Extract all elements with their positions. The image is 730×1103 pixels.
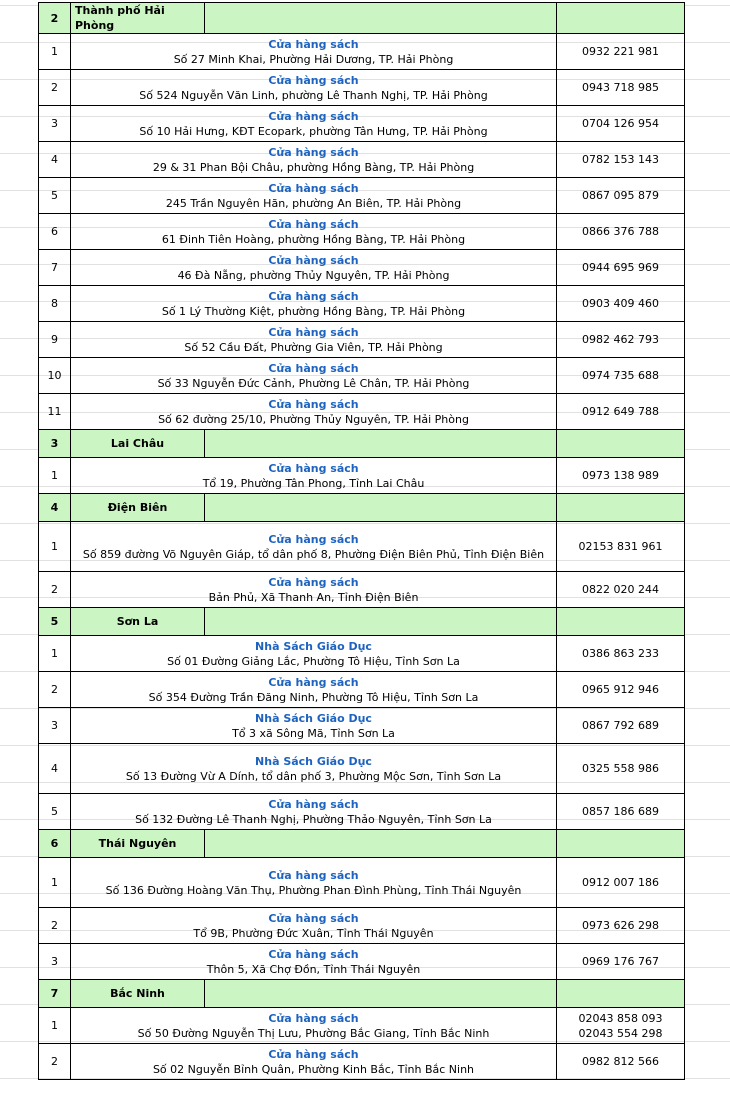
store-name: Cửa hàng sách (268, 145, 359, 159)
store-address: 29 & 31 Phan Bội Châu, phường Hồng Bàng, TP. Hải Phòng (152, 160, 475, 174)
store-cell (71, 708, 557, 744)
province-row (39, 430, 685, 458)
phone-number: 0704 126 954 (557, 106, 685, 142)
store-name: Cửa hàng sách (268, 397, 359, 411)
store-name: Cửa hàng sách (268, 217, 359, 231)
phone-number: 0944 695 969 (557, 250, 685, 286)
empty-cell (557, 830, 685, 858)
store-name: Nhà Sách Giáo Dục (255, 711, 372, 725)
table-row (39, 794, 685, 830)
province-number: 4 (39, 494, 71, 522)
row-index: 2 (39, 672, 71, 708)
phone-number: 0867 095 879 (557, 178, 685, 214)
row-index: 2 (39, 908, 71, 944)
row-index: 3 (39, 106, 71, 142)
store-address: Số 27 Minh Khai, Phường Hải Dương, TP. Hải Phòng (173, 52, 454, 66)
empty-cell (557, 608, 685, 636)
store-cell (71, 1008, 557, 1044)
row-index: 6 (39, 214, 71, 250)
table-row (39, 522, 685, 572)
province-row (39, 3, 685, 34)
store-name: Cửa hàng sách (268, 461, 359, 475)
table-row (39, 458, 685, 494)
empty-cell (205, 980, 557, 1008)
store-address: Bản Phủ, Xã Thanh An, Tỉnh Điện Biên (208, 590, 419, 604)
store-address: 61 Đinh Tiên Hoàng, phường Hồng Bàng, TP. Hải Phòng (161, 232, 466, 246)
province-row (39, 980, 685, 1008)
store-address: Tổ 9B, Phường Đức Xuân, Tỉnh Thái Nguyên (193, 926, 434, 940)
store-cell (71, 70, 557, 106)
store-address: 245 Trần Nguyên Hãn, phường An Biên, TP. Hải Phòng (165, 196, 462, 210)
row-index: 3 (39, 708, 71, 744)
store-cell (71, 178, 557, 214)
table-row (39, 322, 685, 358)
phone-number: 0912 007 186 (557, 858, 685, 908)
row-index: 4 (39, 744, 71, 794)
row-index: 9 (39, 322, 71, 358)
empty-cell (557, 3, 685, 34)
empty-cell (205, 430, 557, 458)
empty-cell (205, 830, 557, 858)
store-name: Nhà Sách Giáo Dục (255, 754, 372, 768)
store-address: Số 52 Cầu Đất, Phường Gia Viên, TP. Hải Phòng (184, 340, 443, 354)
store-name: Cửa hàng sách (268, 797, 359, 811)
table-row (39, 214, 685, 250)
table-row (39, 858, 685, 908)
table-row (39, 34, 685, 70)
store-address: Số 1 Lý Thường Kiệt, phường Hồng Bàng, TP. Hải Phòng (161, 304, 466, 318)
phone-number: 0782 153 143 (557, 142, 685, 178)
province-row (39, 608, 685, 636)
store-name: Cửa hàng sách (268, 911, 359, 925)
store-cell (71, 858, 557, 908)
province-number: 5 (39, 608, 71, 636)
store-name: Cửa hàng sách (268, 73, 359, 87)
store-name: Cửa hàng sách (268, 253, 359, 267)
phone-number: 02153 831 961 (557, 522, 685, 572)
table-row (39, 636, 685, 672)
store-cell (71, 358, 557, 394)
row-index: 1 (39, 636, 71, 672)
row-index: 11 (39, 394, 71, 430)
province-number: 7 (39, 980, 71, 1008)
store-address: Số 859 đường Võ Nguyên Giáp, tổ dân phố 8, Phường Điện Biên Phủ, Tỉnh Điện Biên (82, 547, 545, 561)
store-name: Cửa hàng sách (268, 1047, 359, 1061)
province-name: Thái Nguyên (71, 830, 205, 858)
table-row (39, 358, 685, 394)
row-index: 1 (39, 458, 71, 494)
table-row (39, 1044, 685, 1080)
store-name: Cửa hàng sách (268, 109, 359, 123)
table-row (39, 672, 685, 708)
row-index: 2 (39, 70, 71, 106)
empty-cell (205, 3, 557, 34)
store-address: Số 50 Đường Nguyễn Thị Lưu, Phường Bắc Giang, Tỉnh Bắc Ninh (137, 1026, 490, 1040)
store-name: Cửa hàng sách (268, 675, 359, 689)
store-address: Số 10 Hải Hưng, KĐT Ecopark, phường Tân Hưng, TP. Hải Phòng (139, 124, 488, 138)
phone-number: 0943 718 985 (557, 70, 685, 106)
province-row (39, 830, 685, 858)
table-row (39, 178, 685, 214)
store-name: Cửa hàng sách (268, 181, 359, 195)
store-cell (71, 142, 557, 178)
store-name: Cửa hàng sách (268, 575, 359, 589)
province-name: Lai Châu (71, 430, 205, 458)
table-row (39, 744, 685, 794)
province-name: Bắc Ninh (71, 980, 205, 1008)
empty-cell (205, 494, 557, 522)
phone-number: 0982 812 566 (557, 1044, 685, 1080)
store-address: Số 02 Nguyễn Bỉnh Quân, Phường Kinh Bắc, Tỉnh Bắc Ninh (152, 1062, 475, 1076)
store-cell (71, 636, 557, 672)
table-row (39, 908, 685, 944)
table-row (39, 286, 685, 322)
row-index: 1 (39, 858, 71, 908)
store-address: Số 136 Đường Hoàng Văn Thụ, Phường Phan Đình Phùng, Tỉnh Thái Nguyên (105, 883, 522, 897)
row-index: 7 (39, 250, 71, 286)
row-index: 5 (39, 178, 71, 214)
phone-number: 0974 735 688 (557, 358, 685, 394)
empty-cell (557, 980, 685, 1008)
row-index: 8 (39, 286, 71, 322)
store-cell (71, 286, 557, 322)
province-name: Điện Biên (71, 494, 205, 522)
province-number: 2 (39, 3, 71, 34)
phone-number: 0903 409 460 (557, 286, 685, 322)
table-row (39, 944, 685, 980)
store-name: Cửa hàng sách (268, 325, 359, 339)
table-row (39, 250, 685, 286)
row-index: 2 (39, 572, 71, 608)
store-address: Số 354 Đường Trần Đăng Ninh, Phường Tô Hiệu, Tỉnh Sơn La (148, 690, 479, 704)
store-cell (71, 672, 557, 708)
empty-cell (557, 430, 685, 458)
province-name: Thành phố Hải Phòng (71, 3, 205, 34)
province-row (39, 494, 685, 522)
store-name: Cửa hàng sách (268, 947, 359, 961)
store-cell (71, 1044, 557, 1080)
province-number: 3 (39, 430, 71, 458)
phone-number: 0386 863 233 (557, 636, 685, 672)
table-row (39, 572, 685, 608)
table-row (39, 142, 685, 178)
row-index: 4 (39, 142, 71, 178)
phone-number: 0857 186 689 (557, 794, 685, 830)
store-cell (71, 522, 557, 572)
store-cell (71, 908, 557, 944)
store-cell (71, 458, 557, 494)
phone-number: 0982 462 793 (557, 322, 685, 358)
store-name: Cửa hàng sách (268, 532, 359, 546)
phone-number: 0867 792 689 (557, 708, 685, 744)
store-address: Số 33 Nguyễn Đức Cảnh, Phường Lê Chân, TP. Hải Phòng (157, 376, 470, 390)
store-address: Tổ 3 xã Sông Mã, Tỉnh Sơn La (232, 726, 395, 740)
store-cell (71, 944, 557, 980)
store-name: Cửa hàng sách (268, 289, 359, 303)
phone-number: 0325 558 986 (557, 744, 685, 794)
empty-cell (557, 494, 685, 522)
store-address: Tổ 19, Phường Tân Phong, Tỉnh Lai Châu (202, 476, 425, 490)
phone-number: 0969 176 767 (557, 944, 685, 980)
row-index: 1 (39, 1008, 71, 1044)
store-cell (71, 744, 557, 794)
row-index: 2 (39, 1044, 71, 1080)
store-name: Cửa hàng sách (268, 868, 359, 882)
store-cell (71, 214, 557, 250)
store-cell (71, 250, 557, 286)
table-row (39, 394, 685, 430)
phone-number: 0912 649 788 (557, 394, 685, 430)
row-index: 1 (39, 522, 71, 572)
store-cell (71, 394, 557, 430)
store-name: Cửa hàng sách (268, 361, 359, 375)
store-address: Số 62 đường 25/10, Phường Thủy Nguyên, TP. Hải Phòng (158, 412, 469, 426)
store-address: Thôn 5, Xã Chợ Đồn, Tỉnh Thái Nguyên (206, 962, 421, 976)
row-index: 10 (39, 358, 71, 394)
table-row (39, 1008, 685, 1044)
store-address: 46 Đà Nẵng, phường Thủy Nguyên, TP. Hải Phòng (177, 268, 450, 282)
province-name: Sơn La (71, 608, 205, 636)
store-cell (71, 322, 557, 358)
province-number: 6 (39, 830, 71, 858)
store-name: Cửa hàng sách (268, 37, 359, 51)
table-row (39, 70, 685, 106)
phone-number: 0866 376 788 (557, 214, 685, 250)
phone-number: 02043 858 093 02043 554 298 (557, 1008, 685, 1044)
store-name: Nhà Sách Giáo Dục (255, 639, 372, 653)
phone-number: 0822 020 244 (557, 572, 685, 608)
store-address: Số 132 Đường Lê Thanh Nghị, Phường Thảo Nguyên, Tỉnh Sơn La (135, 812, 492, 826)
row-index: 5 (39, 794, 71, 830)
store-address: Số 01 Đường Giảng Lắc, Phường Tô Hiệu, Tỉnh Sơn La (167, 654, 460, 668)
table-row (39, 708, 685, 744)
store-cell (71, 572, 557, 608)
store-cell (71, 794, 557, 830)
store-name: Cửa hàng sách (268, 1011, 359, 1025)
store-cell (71, 34, 557, 70)
store-cell (71, 106, 557, 142)
bookstore-table (38, 2, 685, 1080)
row-index: 3 (39, 944, 71, 980)
row-index: 1 (39, 34, 71, 70)
phone-number: 0973 626 298 (557, 908, 685, 944)
table-row (39, 106, 685, 142)
phone-number: 0965 912 946 (557, 672, 685, 708)
phone-number: 0932 221 981 (557, 34, 685, 70)
store-address: Số 13 Đường Vừ A Dính, tổ dân phố 3, Phường Mộc Sơn, Tỉnh Sơn La (125, 769, 502, 783)
store-address: Số 524 Nguyễn Văn Linh, phường Lê Thanh Nghị, TP. Hải Phòng (139, 88, 488, 102)
empty-cell (205, 608, 557, 636)
phone-number: 0973 138 989 (557, 458, 685, 494)
